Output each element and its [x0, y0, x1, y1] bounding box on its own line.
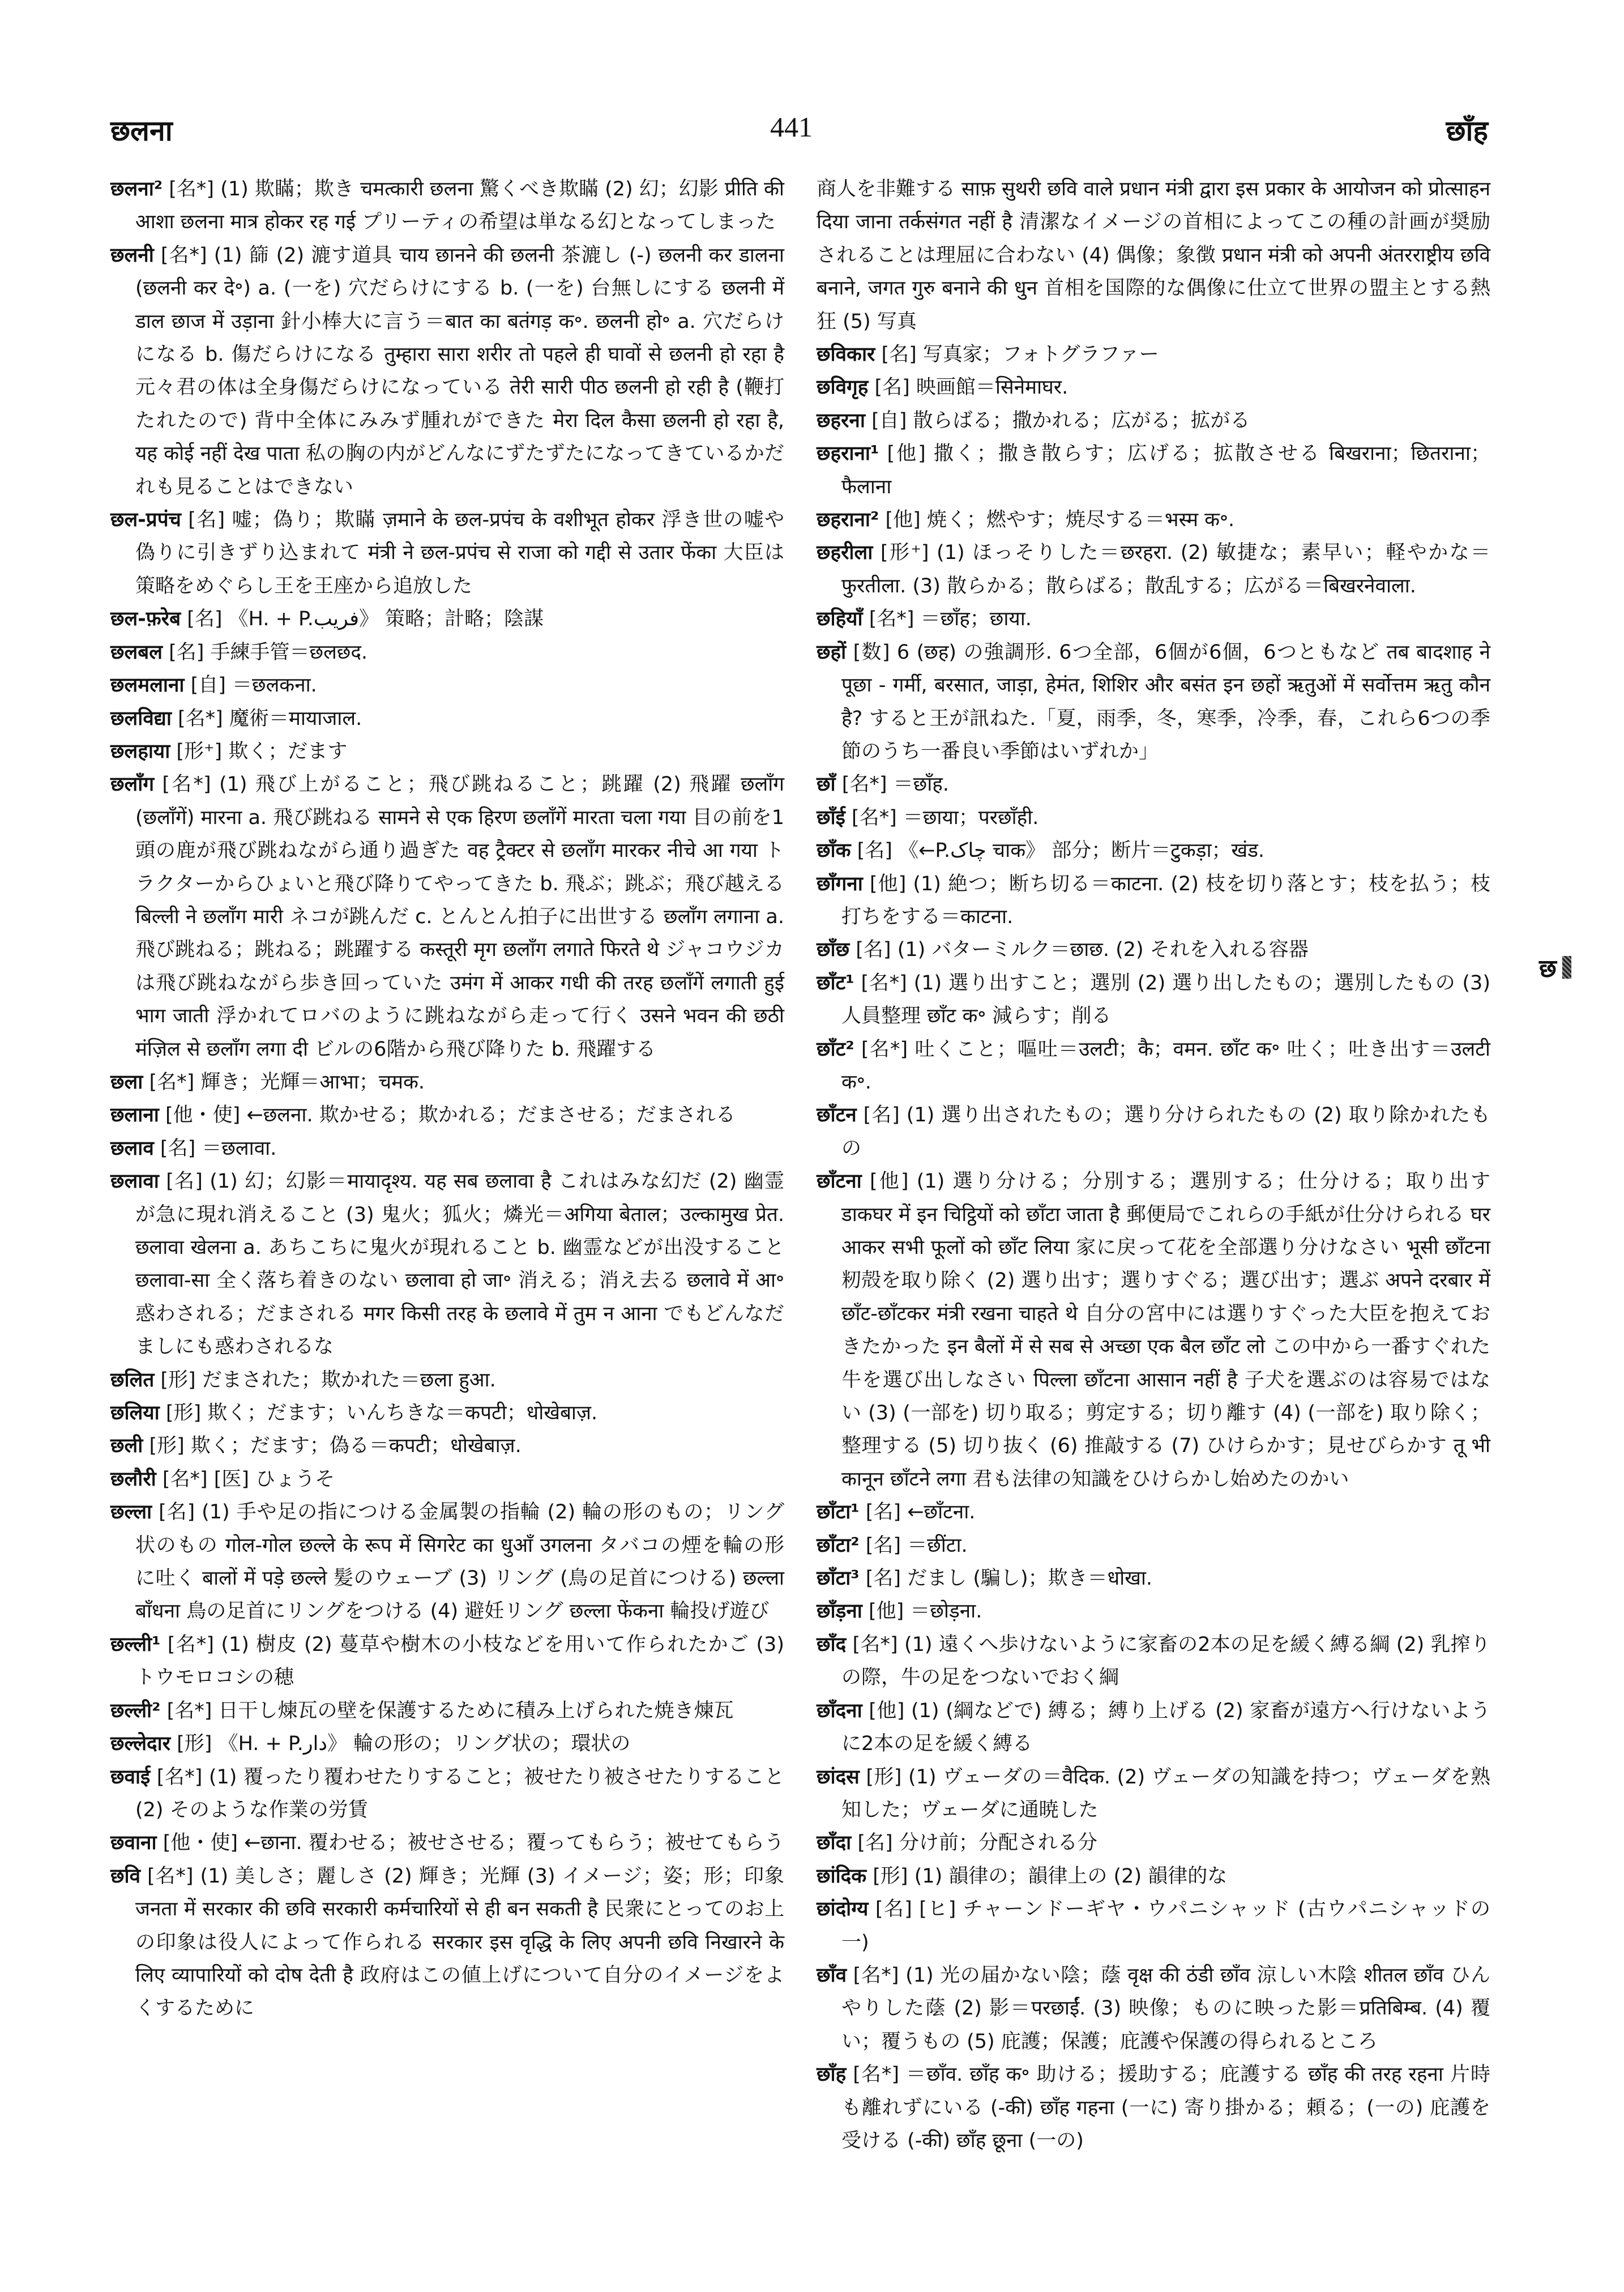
headword: छला	[110, 1070, 143, 1094]
dictionary-entry	[817, 371, 1490, 404]
headword: छली	[110, 1435, 143, 1458]
headword: छलमलाना	[110, 674, 185, 697]
definition: [他] (1) 選り分ける；分別する；選別する；仕分ける；取り出す डाकघर में इन चिट्ठियों को छाँटा जाता है 郵便局でこれらの手紙が仕分けられる घर आकर सभी फूलों को छाँट लिया 家に戻って花を全部選り分けなさい भूसी छाँटना 籾殻を取り除く (2) 選り出す；選りすぐる；選び出す；選ぶ अपने दरबार में छाँट-छाँटकर मंत्री रखना चाहते थे 自分の宮中には選りすぐった大臣を抱えておきたかった इन बैलों में से सब से अच्छा एक बैल छाँट लो この中から一番すぐれた牛を選び出しなさい पिल्ला छाँटना आसान नहीं है 子犬を選ぶのは容易ではない (3) (一部を) 切り取る；剪定する；切り離す (4) (一部を) 取り除く；整理する (5) 切り抜く (6) 推敲する (7) ひけらかす；見せびらかす तू भी कानून छाँटने लगा 君も法律の知識をひけらかし始めたのかい	[841, 1170, 1490, 1491]
definition: [名*] 日干し煉瓦の壁を保護するために積み上げられた焼き煉瓦	[160, 1699, 734, 1722]
headword: छहियाँ	[817, 608, 863, 631]
dictionary-entry	[110, 1826, 784, 1859]
definition: [名] (1) 選り出されたもの；選り分けられたもの (2) 取り除かれたもの	[841, 1104, 1490, 1160]
dictionary-entry	[110, 239, 784, 503]
dictionary-entry	[110, 1066, 784, 1099]
dictionary-entry	[817, 1628, 1490, 1695]
definition: [他・使] ←छलना. 欺かせる；欺かれる；だまさせる；だまされる	[159, 1104, 736, 1127]
dictionary-entry	[110, 1761, 784, 1827]
dictionary-entry	[817, 1562, 1490, 1595]
headword: छाँदना	[817, 1699, 862, 1722]
definition: 商人を非難する साफ़ सुथरी छवि वाले प्रधान मंत्री द्वारा इस प्रकार के आयोजन को प्रोत्साहन दिया जाना तर्कसंगत नहीं है 清潔なイメージの首相によってこの種の計画が奨励されることは理屈に合わない (4) 偶像；象徴 प्रधान मंत्री को अपनी अंतरराष्ट्रीय छवि बनाने, जगत गुरु बनाने की धुन 首相を国際的な偶像に仕立て世界の盟主とする熱狂 (5) 写真	[817, 178, 1490, 333]
definition: [自] 散らばる；撒かれる；広がる；拡がる	[865, 409, 1250, 432]
right-guide-word: छाँह	[1446, 114, 1488, 147]
dictionary-entry	[817, 636, 1490, 769]
headword: छलाना	[110, 1104, 159, 1127]
headword: छाँह	[817, 2063, 847, 2086]
definition: [形] (1) 韻律の；韻律上の (2) 韻律的な	[866, 1864, 1228, 1888]
dictionary-entry	[110, 1397, 784, 1429]
definition: [名*] (1) 覆ったり覆わせたりすること；被せたり被させたりすること (2) そのような作業の労賃	[135, 1765, 784, 1821]
dictionary-entry	[817, 868, 1490, 934]
dictionary-entry	[110, 503, 784, 603]
dictionary-entry	[817, 1959, 1490, 2058]
definition: [名] 映画館＝सिनेमाघर.	[868, 376, 1069, 399]
dictionary-entry	[110, 173, 784, 239]
headword: छल-फ़रेब	[110, 608, 181, 631]
headword: छाँटा¹	[817, 1501, 860, 1524]
definition: [名*] (1) 篩 (2) 漉す道具 चाय छानने की छलनी 茶漉し (-) छलनी कर डालना (छलनी कर दे॰) a. (一を) 穴だらけにする b. (一を) 台無しにする छलनी में डाल छाज में उड़ाना 針小棒大に言う＝बात का बतंगड़ क॰. छलनी हो॰ a. 穴だらけになる b. 傷だらけになる तुम्हारा सारा शरीर तो पहले ही घावों से छलनी हो रहा है 元々君の体は全身傷だらけになっている तेरी सारी पीठ छलनी हो रही है (鞭打たれたので) 背中全体にみみず腫れができた मेरा दिल कैसा छलनी हो रहा है, यह कोई नहीं देख पाता 私の胸の内がどんなにずたずたになってきているかだれも見ることはできない	[135, 244, 784, 498]
headword: छांदस	[817, 1765, 860, 1789]
headword: छाँटन	[817, 1104, 857, 1127]
headword: छाँछ	[817, 938, 850, 962]
definition: [名*] 魔術＝मायाजाल.	[171, 707, 362, 730]
headword: छाँट²	[817, 1038, 854, 1061]
definition: [数] 6 (छह) の強調形. 6つ全部，6個が6個，6つともなど तब बादशाह ने पूछा - गर्मी, बरसात, जाड़ा, हेमंत, शिशिर और बसंत इन छहों ऋतुओं में सर्वोत्तम ऋतु कौन है? すると王が訊ねた.「夏，雨季，冬，寒季，冷季，春，これら6つの季節のうち一番良い季節はいずれか」	[841, 641, 1490, 763]
definition: [名] ←छाँटना.	[859, 1501, 976, 1524]
definition: [名*] 輝き；光輝＝आभा；चमक.	[143, 1070, 425, 1094]
definition: [名] ＝छींटा.	[859, 1534, 968, 1557]
headword: छहराना²	[817, 509, 879, 532]
headword: छाँदा	[817, 1832, 852, 1855]
headword: छवाई	[110, 1765, 151, 1789]
dictionary-entry	[817, 1165, 1490, 1496]
dictionary-entry	[110, 1628, 784, 1695]
dictionary-entry	[110, 1727, 784, 1760]
thumb-index-letter: छ	[1539, 954, 1557, 983]
dictionary-entry	[817, 1099, 1490, 1165]
dictionary-entry	[817, 1529, 1490, 1562]
definition: [名] (1) 幻；幻影＝मायादृश्य. यह सब छलावा है これはみな幻だ (2) 幽霊が急に現れ消えること (3) 鬼火；狐火；燐光＝अगिया बेताल；उल्कामुख प्रेत. छलावा खेलना a. あちこちに鬼火が現れること b. 幽霊などが出没すること छलावा-सा 全く落ち着きのない छलावा हो जा॰ 消える；消え去る छलावे में आ॰ 惑わされる；だまされる मगर किसी तरह के छलावे में तुम न आना でもどんなだましにも惑わされるな	[135, 1170, 784, 1359]
headword: छलविद्या	[110, 707, 172, 730]
definition: [名*] (1) 美しさ；麗しさ (2) 輝き；光輝 (3) イメージ；姿；形；印象 जनता में सरकार की छवि सरकारी कर्मचारियों से ही बन सकती है 民衆にとってのお上の印象は役人によって作られる सरकार इस वृद्धि के लिए अपनी छवि निखारने के लिए व्यापारियों को दोष देती है 政府はこの値上げについて自分のイメージをよくするために	[135, 1864, 784, 2020]
dictionary-entry	[110, 1429, 784, 1462]
definition: [他] (1) (綱などで) 縛る；縛り上げる (2) 家畜が遠方へ行けないように2本の足を緩く縛る	[841, 1699, 1490, 1756]
headword: छलनी	[110, 244, 154, 267]
headword: छाँटना	[817, 1170, 862, 1193]
definition: [他・使] ←छाना. 覆わせる；被せさせる；覆ってもらう；被せてもらう	[156, 1832, 784, 1855]
headword: छहरना	[817, 409, 865, 432]
definition: [名] ＝छलावा.	[153, 1137, 277, 1160]
dictionary-entry	[817, 1595, 1490, 1628]
dictionary-entry	[817, 404, 1490, 437]
definition: [名] 写真家；フォトグラファー	[875, 343, 1159, 366]
headword: छाँटा²	[817, 1534, 860, 1557]
definition: [形] (1) ヴェーダの＝वैदिक. (2) ヴェーダの知識を持つ；ヴェーダを熟知した；ヴェーダに通暁した	[841, 1765, 1490, 1821]
dictionary-entry	[817, 933, 1490, 966]
headword: छल-प्रपंच	[110, 509, 181, 532]
definition: [名*] (1) 欺瞞；欺き चमत्कारी छलना 驚くべき欺瞞 (2) 幻；幻影 प्रीति की आशा छलना मात्र होकर रह गई プリーティの希望は単なる幻となってしまった	[135, 178, 784, 234]
headword: छाँट¹	[817, 971, 854, 995]
dictionary-entry	[817, 1761, 1490, 1827]
dictionary-entry	[817, 173, 1490, 338]
headword: छल्लेदार	[110, 1732, 171, 1756]
dictionary-entry	[817, 1496, 1490, 1529]
dictionary-entry	[110, 1099, 784, 1132]
dictionary-entry	[817, 1860, 1490, 1893]
headword: छवि	[110, 1864, 141, 1888]
right-column	[817, 173, 1490, 2157]
dictionary-entry	[817, 603, 1490, 635]
dictionary-entry	[110, 669, 784, 702]
definition: [名] 《←P.چاک चाक》 部分；断片＝टुकड़ा；खंड.	[851, 839, 1265, 863]
headword: छलहाया	[110, 740, 170, 763]
definition: [名*] (1) 遠くへ歩けないように家畜の2本の足を緩く縛る綱 (2) 乳搾りの際，牛の足をつないでおく綱	[841, 1633, 1490, 1689]
definition: [他] ＝छोड़ना.	[862, 1600, 982, 1623]
dictionary-entry	[817, 834, 1490, 867]
dictionary-entry	[817, 437, 1490, 503]
dictionary-entry	[110, 1132, 784, 1165]
headword: छाँद	[817, 1633, 847, 1656]
headword: छवाना	[110, 1832, 157, 1855]
dictionary-entry	[110, 1364, 784, 1397]
headword: छलौरी	[110, 1467, 156, 1491]
headword: छलाव	[110, 1137, 154, 1160]
definition: [形⁺] 欺く；だます	[170, 740, 348, 763]
headword: छल्ली¹	[110, 1633, 161, 1656]
dictionary-entry	[110, 1695, 784, 1727]
dictionary-entry	[110, 735, 784, 768]
dictionary-entry	[817, 503, 1490, 536]
dictionary-entry	[110, 1463, 784, 1496]
definition: [形] だまされた；欺かれた＝छला हुआ.	[154, 1368, 496, 1392]
definition: [名] 《H. + P.فریب》 策略；計略；陰謀	[181, 608, 544, 631]
definition: [名*] ＝छाँह.	[835, 773, 949, 796]
page-number: 441	[770, 111, 813, 143]
headword: छलाँग	[110, 773, 155, 796]
definition: [他] 撒く；撒き散らす；広げる；拡散させる बिखराना；छितराना；फैलाना	[841, 442, 1490, 498]
dictionary-entry	[817, 2058, 1490, 2157]
dictionary-entry	[817, 967, 1490, 1033]
headword: छांदोग्य	[817, 1898, 869, 1921]
headword: छलिया	[110, 1402, 160, 1425]
definition: [名*] ＝छाँव. छाँह क॰ 助ける；援助する；庇護する छाँह की तरह रहना 片時も離れずにいる (-की) छाँह गहना (一に) 寄り掛かる；頼る；(一の) 庇護を受ける (-की) छाँह छूना (一の)	[841, 2063, 1490, 2152]
dictionary-entry	[817, 1826, 1490, 1859]
headword: छलना²	[110, 178, 163, 200]
definition: [名*] (1) 光の届かない陰；蔭 वृक्ष की ठंडी छाँव 涼しい木陰 शीतल छाँव ひんやりした蔭 (2) 影＝परछाईं. (3) 映像；ものに映った影＝प्रतिबिम्ब. (4) 覆い；覆うもの (5) 庇護；保護；庇護や保護の得られるところ	[841, 1964, 1490, 2053]
definition: [名] (1) バターミルク＝छाछ. (2) それを入れる容器	[849, 938, 1309, 962]
headword: छाँक	[817, 839, 851, 863]
dictionary-entry	[110, 603, 784, 635]
definition: [名*] (1) 選り出すこと；選別 (2) 選り出したもの；選別したもの (3) 人員整理 छाँट क॰ 減らす；削る	[841, 971, 1490, 1028]
headword: छल्ला	[110, 1501, 152, 1524]
dictionary-entry	[817, 801, 1490, 834]
headword: छाँड़ना	[817, 1600, 862, 1623]
definition: [名*] 吐くこと；嘔吐＝उलटी；कै；वमन. छाँट क॰ 吐く；吐き出す＝उलटी क॰.	[841, 1038, 1490, 1094]
dictionary-entry	[110, 636, 784, 669]
headword: छलबल	[110, 641, 163, 664]
headword: छलावा	[110, 1170, 159, 1193]
headword: छाँटा³	[817, 1567, 860, 1590]
definition: [名] (1) 手や足の指につける金属製の指輪 (2) 輪の形のもの；リング状のもの गोल-गोल छल्ले के रूप में सिगरेट का धुआँ उगलना タバコの煙を輪の形に吐く बालों में पड़े छल्ले 髪のウェーブ (3) リング (鳥の足首につける) छल्ला बाँधना 鳥の足首にリングをつける (4) 避妊リング छल्ला फेंकना 輪投げ遊び	[135, 1501, 784, 1623]
definition: [他] (1) 絶つ；断ち切る＝काटना. (2) 枝を切り落とす；枝を払う；枝打ちをする＝काटना.	[841, 872, 1490, 928]
dictionary-entry	[817, 338, 1490, 371]
dictionary-entry	[110, 1165, 784, 1363]
definition: [名] 嘘；偽り；欺瞞 ज़माने के छल-प्रपंच के वशीभूत होकर 浮き世の嘘や偽りに引きずり込まれて मंत्री ने छल-प्रपंच से राजा को गद्दी से उतार फेंका 大臣は策略をめぐらし王を王座から追放した	[135, 509, 784, 597]
headword: छविकार	[817, 343, 875, 366]
headword: छलित	[110, 1368, 155, 1392]
headword: छहराना¹	[817, 442, 879, 466]
headword: छाँई	[817, 806, 845, 829]
definition: [名*] ＝छाया；परछाँही.	[845, 806, 1039, 829]
dictionary-entry	[817, 1893, 1490, 1959]
left-guide-word: छलना	[110, 114, 173, 147]
dictionary-entry	[110, 1496, 784, 1628]
headword: छहरीला	[817, 541, 873, 565]
definition: [他] 焼く；燃やす；焼尽する＝भस्म क॰.	[879, 509, 1235, 532]
definition: [名] 分け前；分配される分	[851, 1832, 1097, 1855]
thumb-index-tab	[1539, 950, 1571, 984]
dictionary-entry	[110, 702, 784, 735]
headword: छाँव	[817, 1964, 847, 1987]
definition: [名*] [医] ひょうそ	[156, 1467, 335, 1491]
definition: [名] だまし (騙し)；欺き＝धोखा.	[859, 1567, 1153, 1590]
dictionary-entry	[817, 1695, 1490, 1761]
dictionary-entry	[817, 536, 1490, 603]
definition: [形⁺] (1) ほっそりした＝छरहरा. (2) 敏捷な；素早い；軽やかな＝फुरतीला. (3) 散らかる；散らばる；散乱する；広がる＝बिखरनेवाला.	[841, 541, 1490, 597]
headword: छहों	[817, 641, 847, 664]
thumb-index-marker-icon	[1562, 956, 1571, 979]
headword: छाँ	[817, 773, 836, 796]
dictionary-entry	[110, 768, 784, 1066]
definition: [自] ＝छलकना.	[184, 674, 317, 697]
headword: छाँगना	[817, 872, 863, 895]
definition: [名] 手練手管＝छलछद.	[162, 641, 368, 664]
definition: [名] [ヒ] チャーンドーギヤ・ウパニシャッド (古ウパニシャッドの一)	[841, 1898, 1490, 1954]
left-column	[110, 173, 784, 2025]
headword: छविगृह	[817, 376, 869, 399]
definition: [形] 《H. + P.دار》 輪の形の；リング状の；環状の	[170, 1732, 631, 1756]
headword: छल्ली²	[110, 1699, 161, 1722]
definition: [形] 欺く；だます；偽る＝कपटी；धोखेबाज़.	[143, 1435, 522, 1458]
definition: [名*] (1) 飛び上がること；飛び跳ねること；跳躍 (2) 飛躍 छलाँग (छलाँगें) मारना a. 飛び跳ねる सामने से एक हिरण छलाँगें मारता चला गया 目の前を1頭の鹿が飛び跳ねながら通り過ぎた वह ट्रैक्टर से छलाँग मारकर नीचे आ गया トラクターからひょいと飛び降りてやってきた b. 飛ぶ；跳ぶ；飛び越える बिल्ली ने छलाँग मारी ネコが跳んだ c. とんとん拍子に出世する छलाँग लगाना a. 飛び跳ねる；跳ねる；跳躍する कस्तूरी मृग छलाँग लगाते फिरते थे ジャコウジカは飛び跳ねながら歩き回っていた उमंग में आकर गधी की तरह छलाँगें लगाती हुई भाग जाती 浮かれてロバのように跳ねながら走って行く उसने भवन की छठी मंज़िल से छलाँग लगा दी ビルの6階から飛び降りた b. 飛躍する	[135, 773, 784, 1061]
headword: छांदिक	[817, 1864, 867, 1888]
definition: [名*] ＝छाँह；छाया.	[862, 608, 1032, 631]
definition: [形] 欺く；だます；いんちきな＝कपटी；धोखेबाज़.	[159, 1402, 598, 1425]
definition: [名*] (1) 樹皮 (2) 蔓草や樹木の小枝などを用いて作られたかご (3) トウモロコシの穂	[135, 1633, 784, 1689]
dictionary-entry	[817, 1033, 1490, 1099]
dictionary-entry	[817, 768, 1490, 801]
dictionary-entry	[110, 1860, 784, 2025]
